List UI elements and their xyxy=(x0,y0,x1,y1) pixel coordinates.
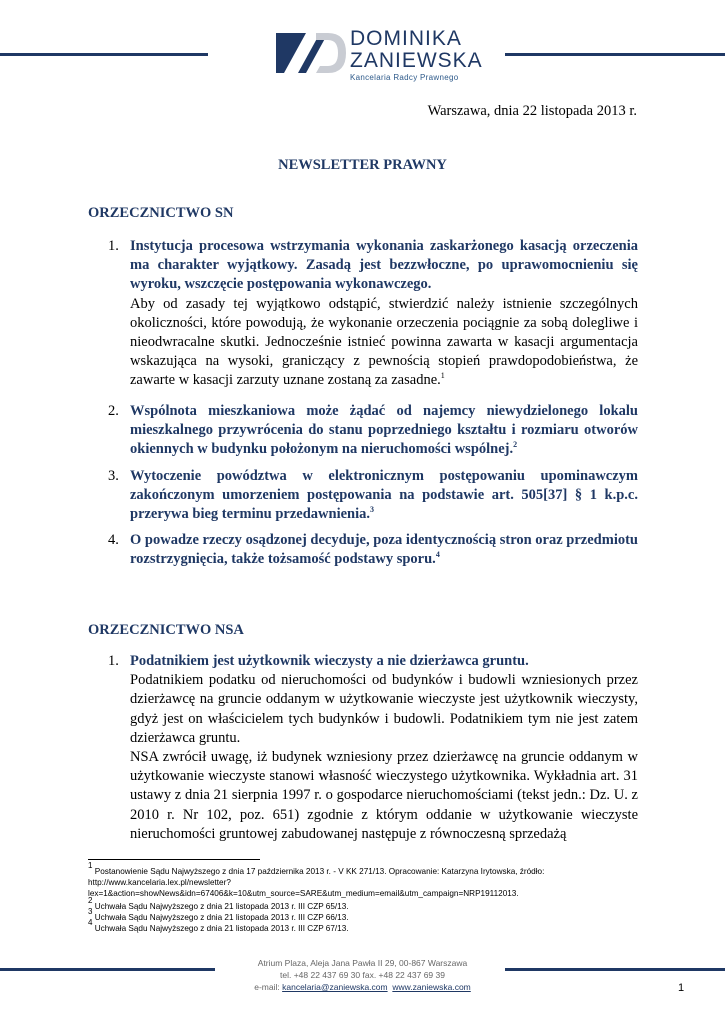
section-heading-sn: ORZECZNICTWO SN xyxy=(88,205,234,221)
footnote-text: Uchwała Sądu Najwyższego z dnia 21 listopada 2013 r. III CZP 67/13. xyxy=(94,924,349,933)
item-headline: O powadze rzeczy osądzonej decyduje, poza identycznością stron oraz przedmiotu rozstrzygnięcia, także tożsamość podstawy sporu. xyxy=(130,532,638,568)
list-item xyxy=(108,402,638,460)
item-text: Aby od zasady tej wyjątkowo odstąpić, stwierdzić należy istnienie szczególnych okoliczności, które powodują, że wykonanie orzeczenia pociągnie za sobą dolegliwe i nieodwracalne skutki. Jednocześnie istnieć powinna zawarta w kasacji argumentacja wskazująca na wysoki, graniczący z pewnością stopień prawdopodobieństwa, że zawarte w kasacji zarzuty uznane zostaną za zasadne. xyxy=(130,295,638,389)
footer-address: Atrium Plaza, Aleja Jana Pawła II 29, 00-867 Warszawa xyxy=(257,958,468,968)
document-title: NEWSLETTER PRAWNY xyxy=(278,157,447,173)
footer-website-link[interactable]: www.zaniewska.com xyxy=(392,982,471,992)
footnote-text: Postanowienie Sądu Najwyższego z dnia 17 października 2013 r. - V KK 271/13. Opracowanie: Katarzyna Irytowska, źródło: http://www.kancelaria.lex.pl/newsletter?lex=1&action=showNews&idn=67406&k=10&utm_source=SARE&utm_medium=email&utm_campaign=NRP19112013. xyxy=(88,867,545,898)
footer-email-link[interactable]: kancelaria@zaniewska.com xyxy=(282,982,388,992)
item-headline: Podatnikiem jest użytkownik wieczysty a nie dzierżawca gruntu. xyxy=(130,653,529,669)
footnote-text: Uchwała Sądu Najwyższego z dnia 21 listopada 2013 r. III CZP 65/13. xyxy=(94,902,349,911)
footnote xyxy=(88,907,643,923)
section-heading-nsa: ORZECZNICTWO NSA xyxy=(88,622,244,638)
item-number: 1. xyxy=(108,653,119,669)
footnote xyxy=(88,896,643,912)
footer-contact xyxy=(0,981,725,993)
footnote-number: 3 xyxy=(88,907,93,916)
footer-email-label: e-mail: xyxy=(254,982,280,992)
logo-icon xyxy=(276,30,346,76)
item-headline: Wytoczenie powództwa w elektronicznym postępowaniu upominawczym zakończonym umorzeniem postępowania na podstawie art. 505[37] § 1 k.p.c. przerywa bieg terminu przedawnienia. xyxy=(130,468,638,523)
footnote-text: Uchwała Sądu Najwyższego z dnia 21 listopada 2013 r. III CZP 66/13. xyxy=(94,913,349,922)
item-headline: Instytucja procesowa wstrzymania wykonania zaskarżonego kasacją orzeczenia ma charakter wyjątkowy. Zasadą jest bezzwłoczne, po uprawomocnieniu się wyroku, wszczęcie postępowania wykonawczego. xyxy=(130,238,638,293)
footnote-ref[interactable]: 4 xyxy=(435,550,440,560)
footer xyxy=(0,957,725,993)
footnote-ref[interactable]: 3 xyxy=(370,505,375,515)
footnote-ref[interactable]: 1 xyxy=(440,371,445,381)
item-number: 3. xyxy=(108,468,119,484)
list-item xyxy=(108,467,638,525)
footnote-number: 4 xyxy=(88,918,93,927)
list-item xyxy=(108,652,638,844)
brand-block xyxy=(350,28,483,82)
item-headline: Wspólnota mieszkaniowa może żądać od najemcy niewydzielonego lokalu mieszkalnego przywrócenia do stanu poprzedniego kształtu i rozmiaru otworów okiennych w budynku położonym na nieruchomości wspólnej. xyxy=(130,403,638,458)
footer-phone: tel. +48 22 437 69 30 fax. +48 22 437 69 39 xyxy=(280,970,445,980)
footnote xyxy=(88,861,643,899)
page-number: 1 xyxy=(678,982,685,994)
list-item xyxy=(108,237,638,391)
date-line: Warszawa, dnia 22 listopada 2013 r. xyxy=(427,103,637,119)
item-text: NSA zwrócił uwagę, iż budynek wzniesiony przez dzierżawcę na gruncie oddanym w użytkowanie wieczyste stanowi własność wieczystego użytkownika. Wykładnia art. 31 ustawy z dnia 21 sierpnia 1997 r. o gospodarce nieruchomościami (tekst jedn.: Dz. U. z 2010 r. Nr 102, poz. 651) zgodnie z którym oddanie w użytkowanie wieczyste nieruchomości gruntowej zabudowanej następuje z równoczesną sprzedażą xyxy=(130,749,638,842)
item-number: 1. xyxy=(108,238,119,254)
footnote-number: 1 xyxy=(88,861,93,870)
list-item xyxy=(108,531,638,569)
footnote xyxy=(88,918,643,934)
footnote-separator xyxy=(88,859,260,860)
header-line-right xyxy=(505,53,725,56)
footnote-number: 2 xyxy=(88,896,93,905)
brand-tagline: Kancelaria Radcy Prawnego xyxy=(350,73,459,82)
footnote-ref[interactable]: 2 xyxy=(513,440,518,450)
item-number: 2. xyxy=(108,403,119,419)
item-text: Podatnikiem podatku od nieruchomości od budynków i budowli wzniesionych przez dzierżawcę na gruncie oddanym w użytkowanie wieczyste jest użytkownik wieczysty, gdyż jest on właścicielem tych budynków i budowli. Podatnikiem tym nie jest zatem dzierżawca gruntu. xyxy=(130,672,638,746)
item-number: 4. xyxy=(108,532,119,548)
header-line-left xyxy=(0,53,208,56)
brand-name-first: DOMINIKA xyxy=(350,27,462,50)
brand-name-last: ZANIEWSKA xyxy=(350,49,483,72)
